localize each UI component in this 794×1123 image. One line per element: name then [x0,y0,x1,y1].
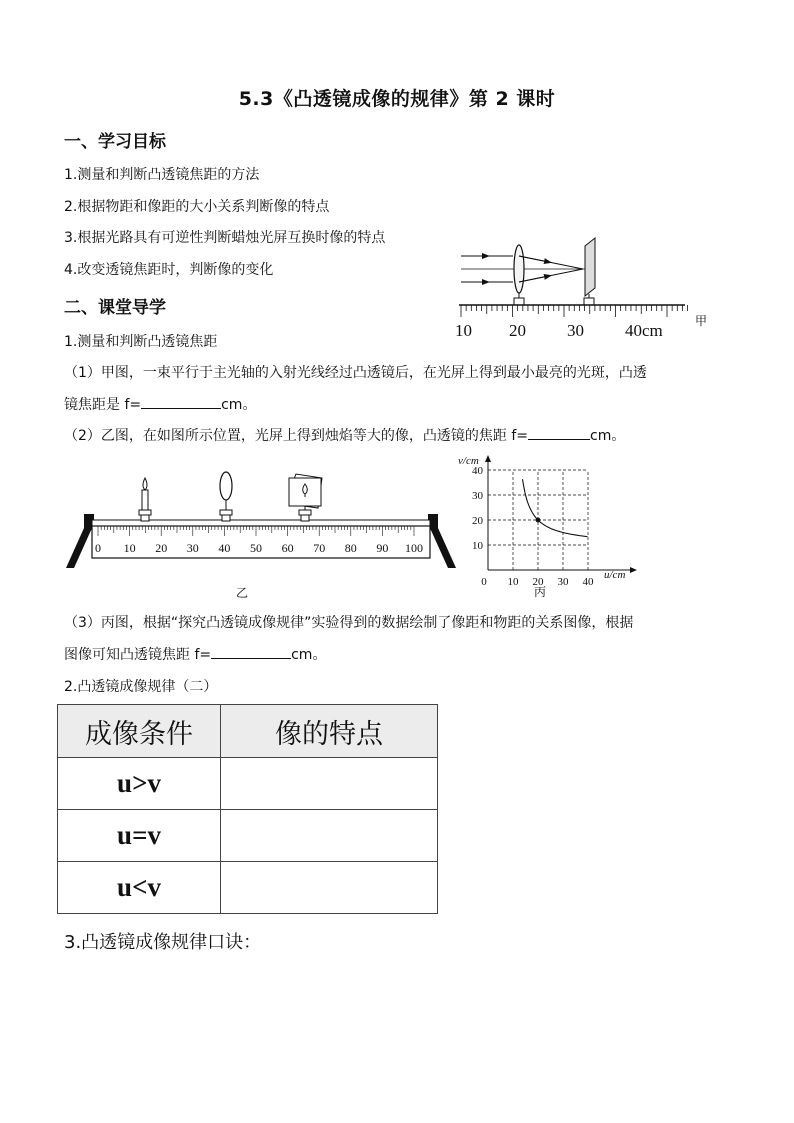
lens-icon [220,472,232,521]
table-header-row [58,705,438,758]
tick-label: 90 [376,541,389,555]
tick-label: 30 [186,541,199,555]
page-title: 5.3《凸透镜成像的规律》第 2 课时 [238,88,556,110]
figure-jia [455,232,715,342]
table-header-cell: 像的特点 [221,705,438,758]
question-1-prefix: 镜焦距是 f= [64,397,142,413]
question-3-line-1: （3）丙图，根据“探究凸透镜成像规律”实验得到的数据绘制了像距和物距的关系图像，根据 [64,615,634,631]
tick-label: 20 [155,541,168,555]
tick-label: 20 [532,576,544,588]
condition-cell: u=v [58,810,221,862]
highlight-point [536,518,541,523]
tick-label: 0 [481,576,487,588]
tick-label: 50 [250,541,262,555]
subheading-focal: 1.测量和判断凸透镜焦距 [64,334,218,350]
table-header-cell: 成像条件 [58,705,221,758]
question-1-line-1: （1）甲图，一束平行于主光轴的入射光线经过凸透镜后，在光屏上得到最小最亮的光斑，凸透 [64,365,647,381]
question-3-prefix: 图像可知凸透镜焦距 f= [64,647,212,663]
table-row [58,758,438,810]
tick-label: 40 [218,541,231,555]
tick-label: 40cm [625,321,663,340]
goal-item: 4.改变透镜焦距时，判断像的变化 [64,262,274,278]
answer-blank[interactable] [211,646,291,659]
tick-label: 60 [281,541,294,555]
tick-label: 10 [472,540,483,552]
series-line [523,479,588,536]
tick-label: 20 [472,515,483,527]
question-2-prefix: （2）乙图，在如图所示位置，光屏上得到烛焰等大的像，凸透镜的焦距 f= [64,428,529,444]
candle-icon [139,478,151,521]
tick-label: 30 [567,321,584,340]
answer-cell[interactable] [221,758,438,810]
tick-label: 10 [455,321,472,340]
figure-yi [64,470,460,602]
tick-label: 70 [313,541,326,555]
y-axis-label: v/cm [458,455,479,467]
imaging-rules-table [57,704,438,914]
condition-cell: u<v [58,862,221,914]
tick-label: 10 [507,576,519,588]
tick-label: 30 [557,576,569,588]
answer-blank[interactable] [528,427,590,440]
table-row [58,810,438,862]
tick-label: 30 [472,490,483,502]
question-3-suffix: cm。 [291,647,327,663]
tick-label: 20 [509,321,526,340]
figure-caption: 甲 [695,314,708,328]
x-axis-label: u/cm [604,569,626,581]
section-heading-goals: 一、学习目标 [64,132,166,152]
goal-item: 1.测量和判断凸透镜焦距的方法 [64,167,260,183]
lens-icon [514,245,524,293]
figure-caption: 乙 [236,586,249,600]
tick-label: 10 [123,541,136,555]
tick-label: 0 [95,541,101,555]
tick-label: 40 [472,465,483,477]
section-heading-guide: 二、课堂导学 [64,298,166,318]
tick-label: 100 [405,541,423,555]
screen-icon [289,474,322,521]
screen-icon [585,238,595,296]
question-3-line-2 [64,644,326,664]
tick-label: 80 [344,541,357,555]
answer-blank[interactable] [141,396,221,409]
question-2 [64,425,625,445]
answer-cell[interactable] [221,862,438,914]
question-2-suffix: cm。 [590,428,626,444]
condition-cell: u>v [58,758,221,810]
table-row [58,862,438,914]
subheading-rules: 2.凸透镜成像规律（二） [64,679,218,695]
goal-item: 3.根据光路具有可逆性判断蜡烛光屏互换时像的特点 [64,230,386,246]
question-1-suffix: cm。 [221,397,257,413]
tick-label: 40 [582,576,594,588]
answer-cell[interactable] [221,810,438,862]
figure-bing-chart [454,448,644,600]
goal-item: 2.根据物距和像距的大小关系判断像的特点 [64,199,330,215]
figure-caption: 丙 [534,585,547,599]
subheading-mnemonic: 3.凸透镜成像规律口诀： [64,932,262,953]
question-1-line-2 [64,394,256,414]
